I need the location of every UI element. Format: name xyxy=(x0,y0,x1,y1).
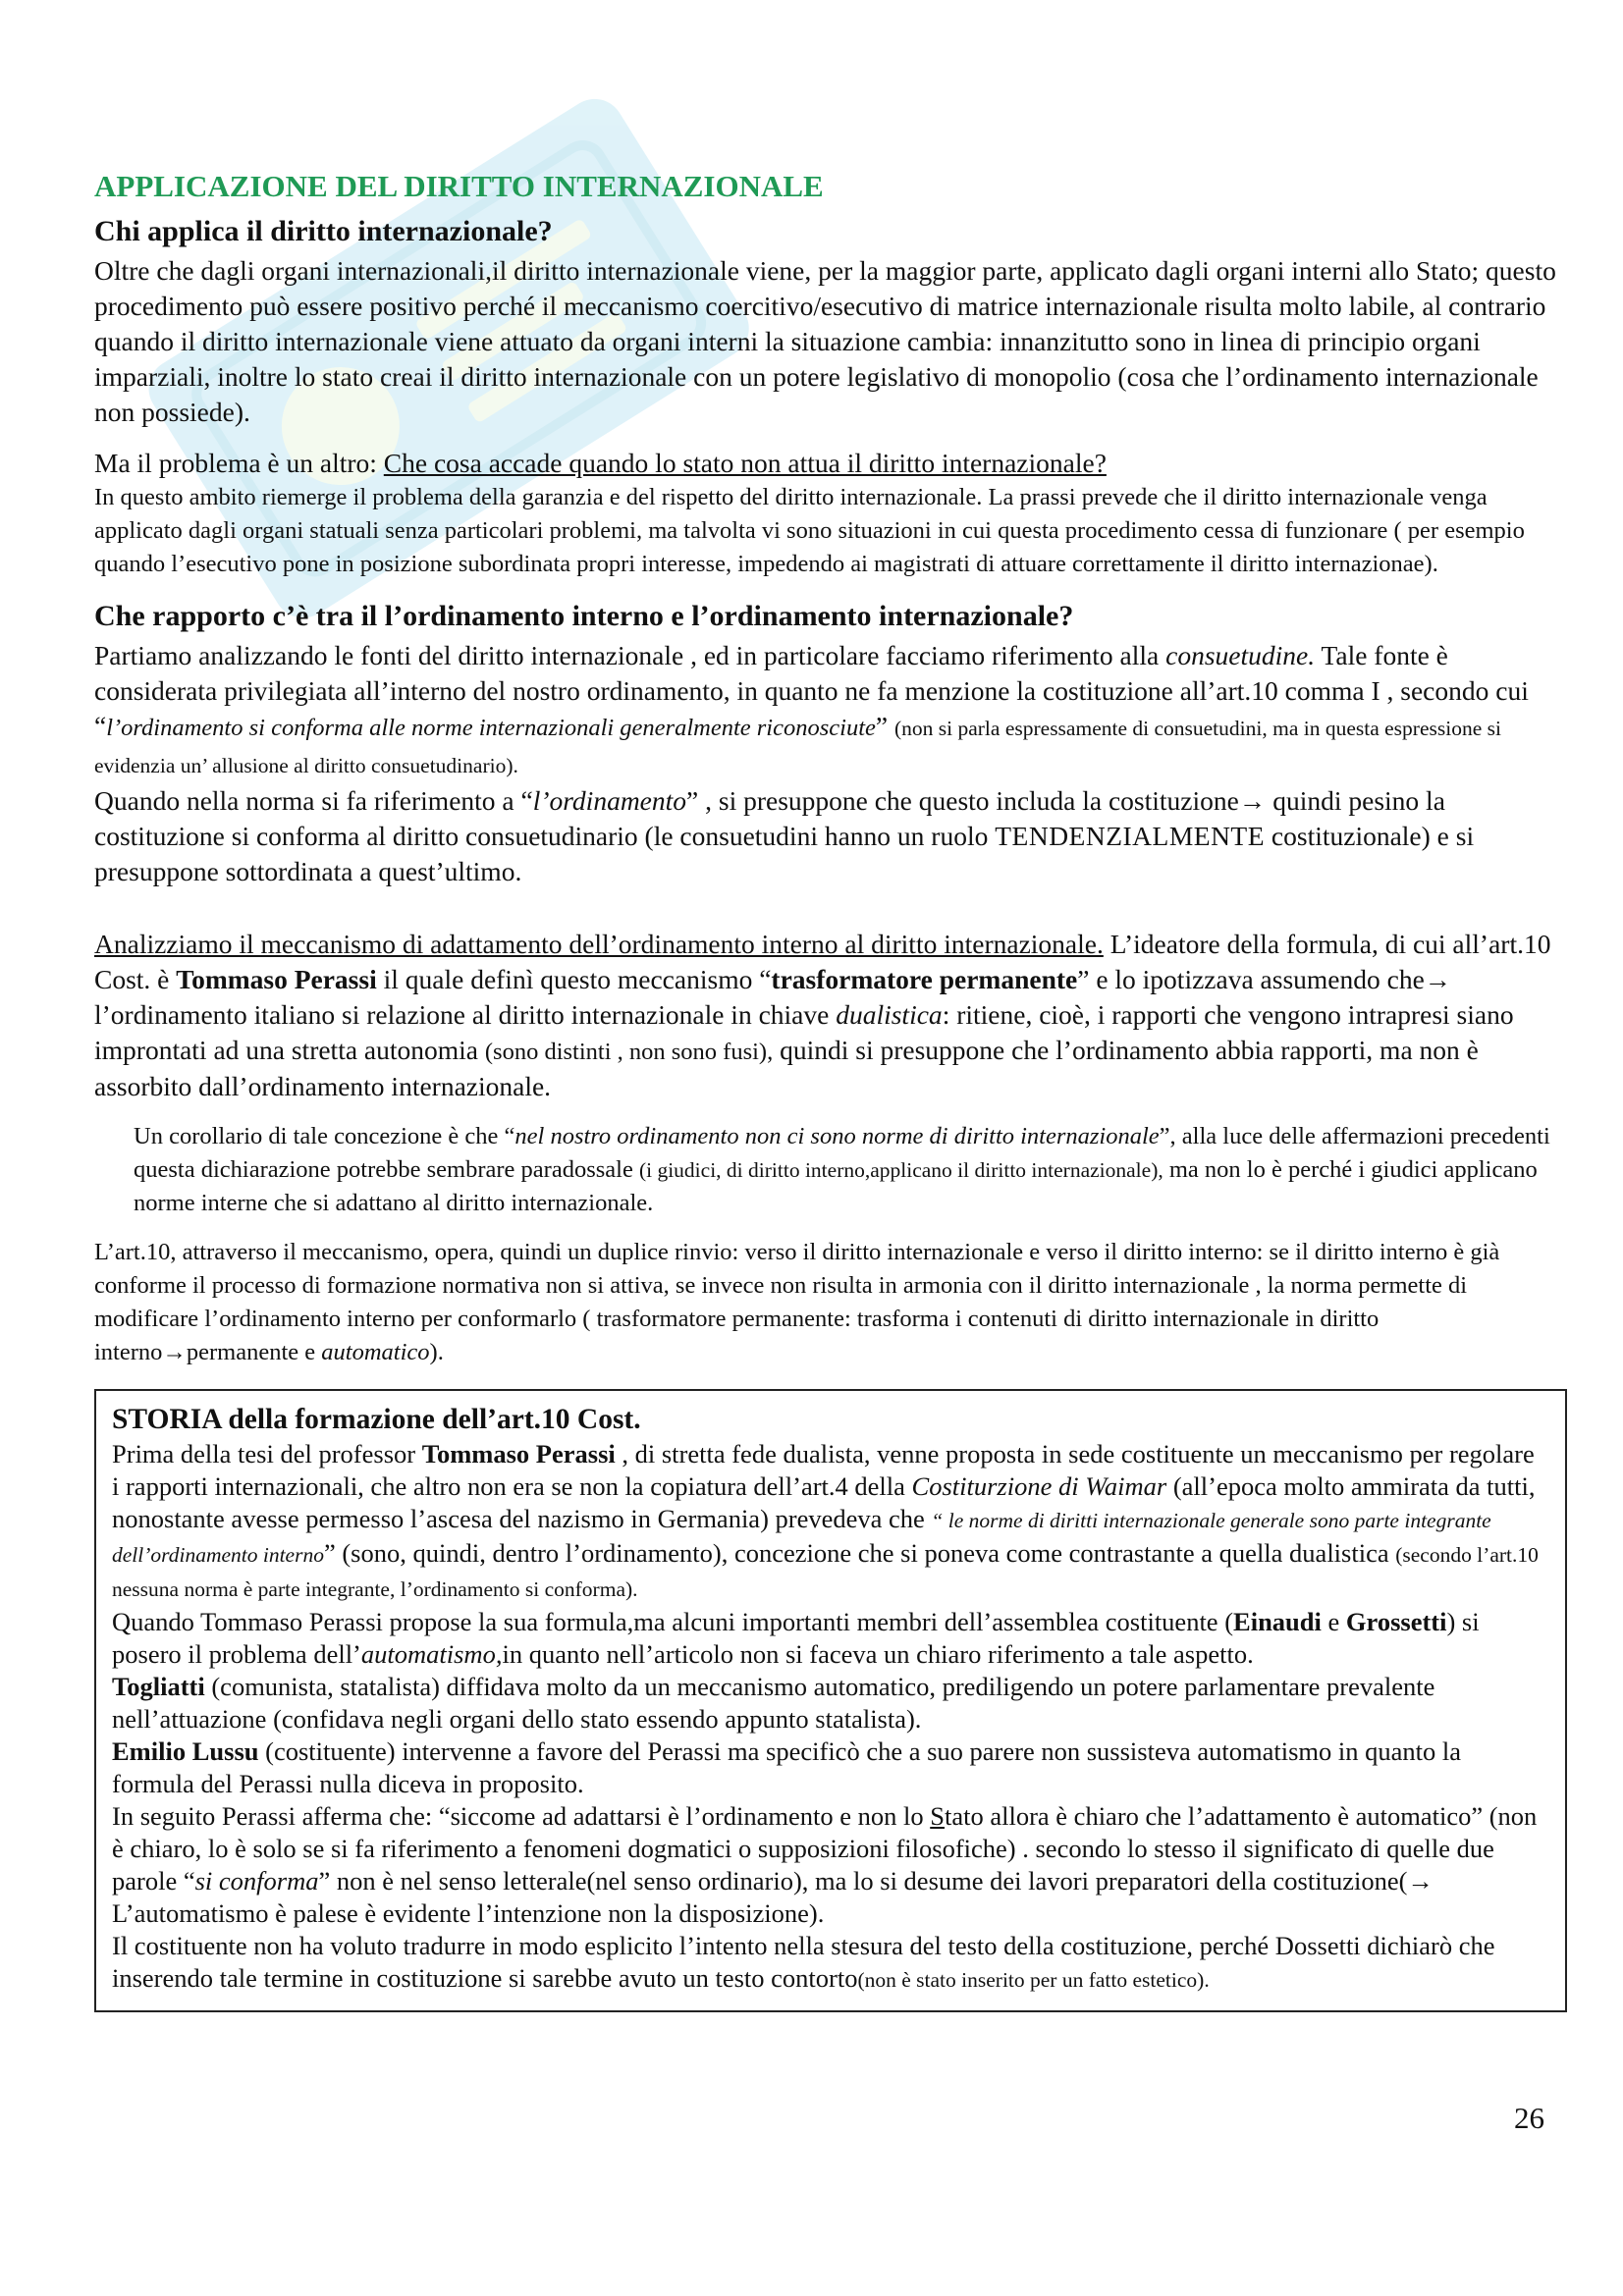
storia-title: STORIA della formazione dell’art.10 Cost. xyxy=(112,1404,641,1435)
paragraph-4: Quando nella norma si fa riferimento a “l’ordinamento” , si presuppone che questo includa la costituzione→ quindi pesino la costituzione si conforma al diritto consuetudinario (le consuetudini hanno un ruolo TENDENZIALMENTE costituzionale) e si presuppone sottordinata a quest’ultimo. xyxy=(94,785,1475,886)
storia-paragraph-2: Quando Tommaso Perassi propose la sua formula,ma alcuni importanti membri dell’assemblea costituente (Einaudi e Grossetti) si posero il problema dell’automatismo,in quanto nell’articolo non si faceva un chiaro riferimento a tale aspetto. xyxy=(112,1607,1480,1669)
paragraph-2: In questo ambito riemerge il problema della garanzia e del rispetto del diritto internazionale. La prassi prevede che il diritto internazionale venga applicato dagli organi statuali senza particolari problemi, ma talvolta vi sono situazioni in cui questa procedimento cessa di funzionare ( per esempio quando l’esecutivo pone in posizione subordinata propri interesse, impedendo ai magistrati di attuare correttamente il diritto internazionae). xyxy=(94,484,1525,577)
storia-paragraph-3: Togliatti (comunista, statalista) diffidava molto da un meccanismo automatico, prediligendo un potere parlamentare prevalente nell’attuazione (confidava negli organi dello stato essendo appunto statalista). xyxy=(112,1672,1435,1734)
storia-paragraph-1: Prima della tesi del professor Tommaso Perassi , di stretta fede dualista, venne proposta in sede costituente un meccanismo per regolare i rapporti internazionali, che altro non era se non la copiatura dell’art.4 della Costiturzione di Waimar (all’epoca molto ammirata da tutti, nonostante avesse permesso l’ascesa del nazismo in Germania) prevedeva che “ le norme di diritti internazionale generale sono parte integrante dell’ordinamento interno” (sono, quindi, dentro l’ordinamento), concezione che si poneva come contrastante a quella dualistica (secondo l’art.10 nessuna norma è parte integrante, l’ordinamento si conforma). xyxy=(112,1439,1539,1601)
document-page xyxy=(94,167,1567,2012)
section-heading: APPLICAZIONE DEL DIRITTO INTERNAZIONALE xyxy=(94,169,824,203)
underlined-question: Che cosa accade quando lo stato non attua il diritto internazionale? xyxy=(383,448,1107,478)
paragraph-7: L’art.10, attraverso il meccanismo, opera, quindi un duplice rinvio: verso il diritto internazionale e verso il diritto interno: se il diritto interno è già conforme il processo di formazione normativa non si attiva, se invece non risulta in armonia con il diritto internazionale , la norma permette di modificare l’ordinamento interno per conformarlo ( trasformatore permanente: trasforma i contenuti di diritto internazionale in diritto interno→permanente e automatico). xyxy=(94,1239,1500,1365)
paragraph-2-intro: Ma il problema è un altro: Che cosa accade quando lo stato non attua il diritto internazionale? xyxy=(94,448,1107,478)
question-heading-3: Che rapporto c’è tra il l’ordinamento interno e l’ordinamento internazionale? xyxy=(94,600,1074,632)
paragraph-6: Un corollario di tale concezione è che “nel nostro ordinamento non ci sono norme di diritto internazionale”, alla luce delle affermazioni precedenti questa dichiarazione potrebbe sembrare paradossale (i giudici, di diritto interno,applicano il diritto internazionale), ma non lo è perché i giudici applicano norme interne che si adattano al diritto internazionale. xyxy=(134,1123,1550,1216)
storia-paragraph-4: Emilio Lussu (costituente) intervenne a favore del Perassi ma specificò che a suo parere non sussisteva automatismo in quanto la formula del Perassi nulla diceva in proposito. xyxy=(112,1736,1461,1798)
question-heading-1: Chi applica il diritto internazionale? xyxy=(94,215,553,247)
page-number: 26 xyxy=(1514,2101,1544,2135)
paragraph-3: Partiamo analizzando le fonti del diritto internazionale , ed in particolare facciamo riferimento alla consuetudine. Tale fonte è considerata privilegiata all’interno del nostro ordinamento, in quanto ne fa menzione la costituzione all’art.10 comma I , secondo cui “l’ordinamento si conforma alle norme internazionali generalmente riconosciute” (non si parla espressamente di consuetudini, ma in questa espressione si evidenzia un’ allusione al diritto consuetudinario). xyxy=(94,640,1529,777)
storia-paragraph-5: In seguito Perassi afferma che: “siccome ad adattarsi è l’ordinamento e non lo Stato allora è chiaro che l’adattamento è automatico” (non è chiaro, lo è solo se si fa riferimento a fenomeni dogmatici o supposizioni filosofiche) . secondo lo stesso il significato di quelle due parole “si conforma” non è nel senso letterale(nel senso ordinario), ma lo si desume dei lavori preparatori della costituzione(→ L’automatismo è palese è evidente l’intenzione non la disposizione). xyxy=(112,1801,1538,1928)
storia-paragraph-6: Il costituente non ha voluto tradurre in modo esplicito l’intento nella stesura del testo della costituzione, perché Dossetti dichiarò che inserendo tale termine in costituzione si sarebbe avuto un testo contorto(non è stato inserito per un fatto estetico). xyxy=(112,1931,1495,1993)
storia-box xyxy=(94,1389,1567,2012)
paragraph-5: Analizziamo il meccanismo di adattamento dell’ordinamento interno al diritto internazionale. L’ideatore della formula, di cui all’art.10 Cost. è Tommaso Perassi il quale definì questo meccanismo “trasformatore permanente” e lo ipotizzava assumendo che→ l’ordinamento italiano si relazione al diritto internazionale in chiave dualistica: ritiene, cioè, i rapporti che vengono intrapresi siano improntati ad una stretta autonomia (sono distinti , non sono fusi), quindi si presuppone che l’ordinamento abbia rapporti, ma non è assorbito dall’ordinamento internazionale. xyxy=(94,929,1551,1101)
paragraph-1: Oltre che dagli organi internazionali,il diritto internazionale viene, per la maggior parte, applicato dagli organi interni allo Stato; questo procedimento può essere positivo perché il meccanismo coercitivo/esecutivo di matrice internazionale risulta molto labile, al contrario quando il diritto internazionale viene attuato da organi interni la situazione cambia: innanzitutto sono in linea di principio organi imparziali, inoltre lo stato creai il diritto internazionale con un potere legislativo di monopolio (cosa che l’ordinamento internazionale non possiede). xyxy=(94,255,1556,427)
